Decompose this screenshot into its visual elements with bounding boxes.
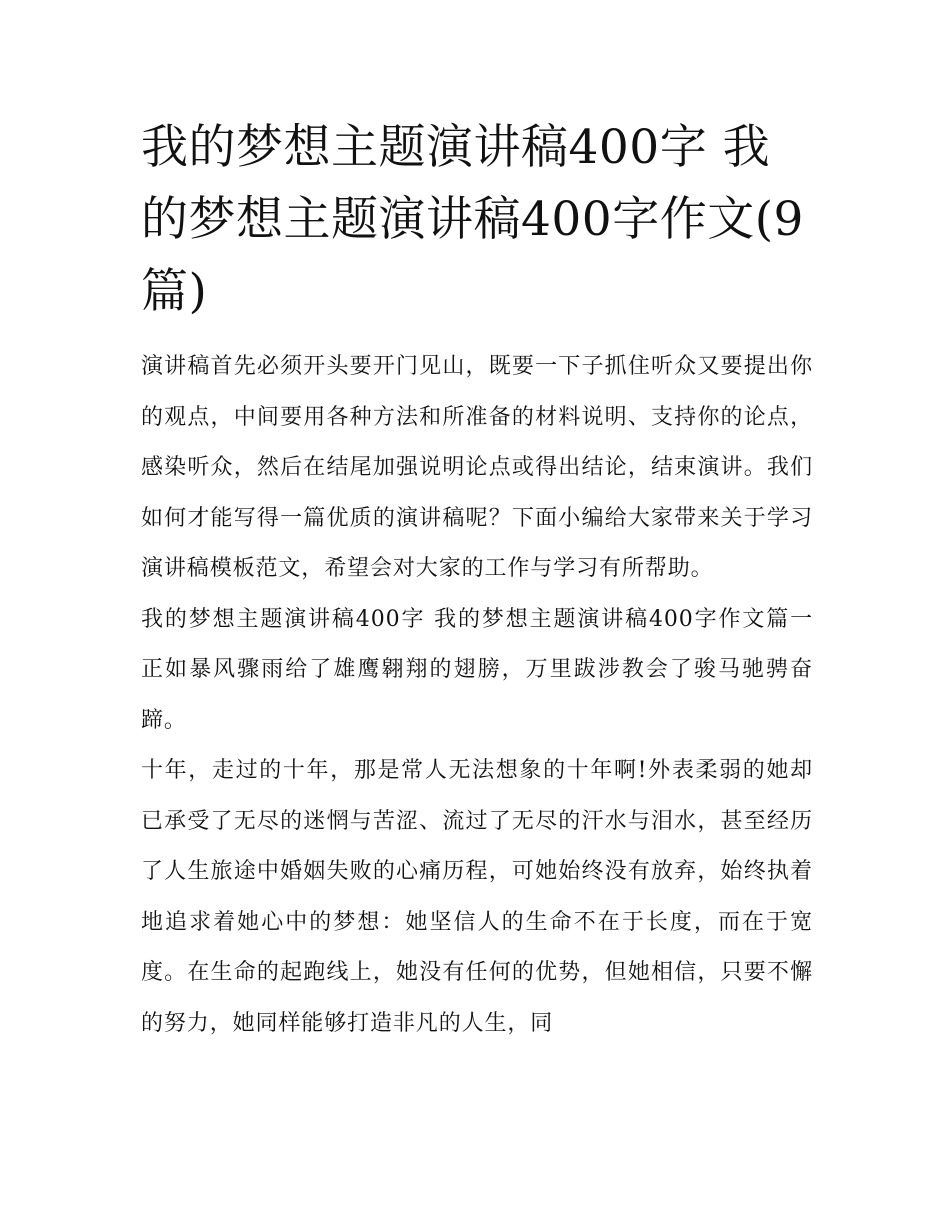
paragraph-intro: 演讲稿首先必须开头要开门见山，既要一下子抓住听众又要提出你的观点，中间要用各种方法和所准备的材料说明、支持你的论点，感染听众，然后在结尾加强说明论点或得出结论，结束演讲。我们如何才能写得一篇优质的演讲稿呢？下面小编给大家带来关于学习演讲稿模板范文，希望会对大家的工作与学习有所帮助。: [141, 354, 813, 581]
document-body: [141, 342, 813, 1049]
document-title: 我的梦想主题演讲稿400字 我的梦想主题演讲稿400字作文(9篇): [141, 120, 804, 319]
paragraph-ten-years: 十年，走过的十年，那是常人无法想象的十年啊!外表柔弱的她却已承受了无尽的迷惘与苦涩、流过了无尽的汗水与泪水，甚至经历了人生旅途中婚姻失败的心痛历程，可她始终没有放弃，始终执着地追求着她心中的梦想：她坚信人的生命不在于长度，而在于宽度。在生命的起跑线上，她没有任何的优势，但她相信，只要不懈的努力，她同样能够打造非凡的人生，同: [141, 758, 813, 1036]
document-page: [141, 112, 813, 1049]
paragraph-essay-one-heading: 我的梦想主题演讲稿400字 我的梦想主题演讲稿400字作文篇一 正如暴风骤雨给了雄鹰翱翔的翅膀，万里跋涉教会了骏马驰骋奋蹄。: [141, 606, 813, 733]
